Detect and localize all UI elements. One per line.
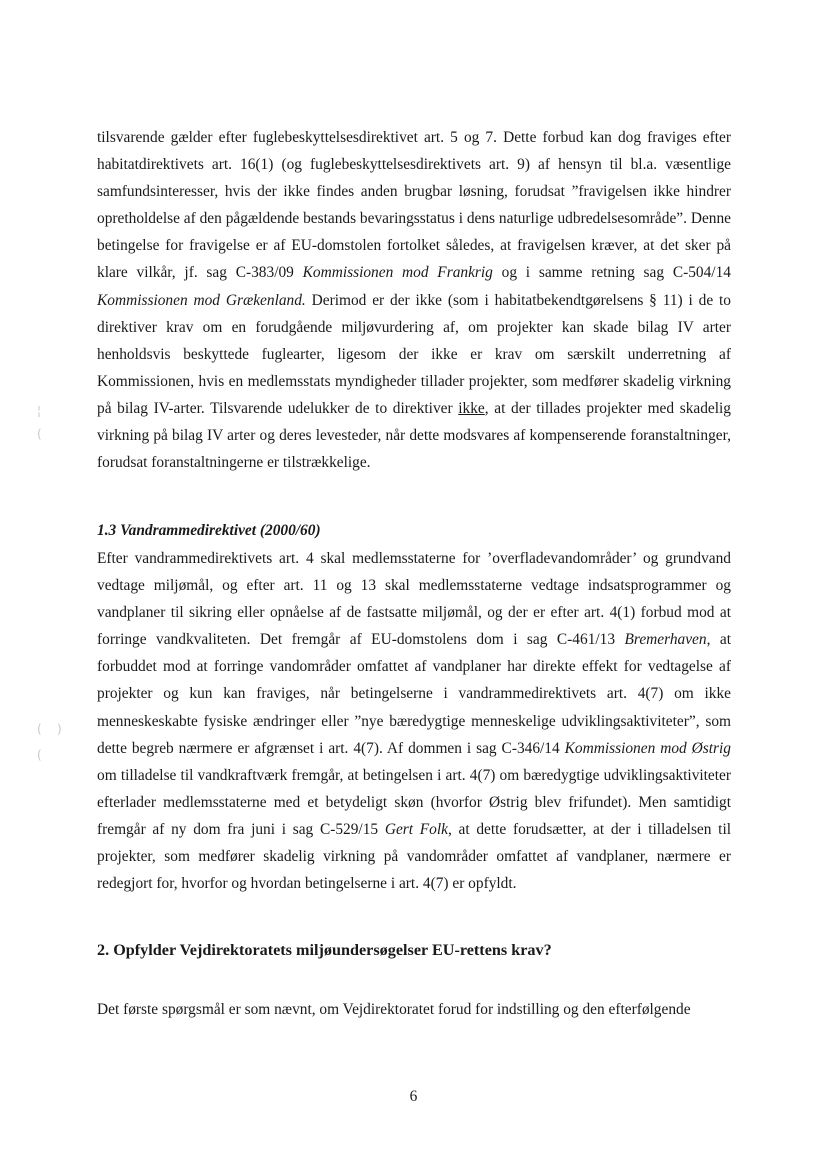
text-run: Efter vandrammedirektivets art. 4 skal medlemsstaterne for ’overfladevandområder’ og grundvand vedtage miljømål, og efter art. 11 og 13 skal medlemsstaterne vedtage indsatsprogrammer og vandplaner til sikring eller opnåelse af de fastsatte miljømål, og der er efter art. 4(1) forbud mod at forringe vandkvaliteten. Det fremgår af EU-domstolens dom i sag C-461/13: [97, 550, 731, 649]
scan-mark: ¦: [37, 404, 42, 418]
section-heading-1-3: 1.3 Vandrammedirektivet (2000/60): [97, 522, 321, 539]
text-run: om tilladelse til vandkraftværk fremgår, at betingelsen i art. 4(7) om bæredygtige udviklingsaktiviteter efterlader medlemsstaterne med et betydeligt skøn (hvorfor Østrig blev frifundet). Men samtidigt fremgår af ny dom fra juni i sag C-529/15: [97, 766, 731, 838]
paragraph-text: Det første spørgsmål er som nævnt, om Vejdirektoratet forud for indstilling og den efterfølgende: [97, 1001, 691, 1018]
scan-mark: ): [57, 722, 62, 736]
scan-mark: (: [37, 722, 42, 736]
section-heading-2: 2. Opfylder Vejdirektoratets miljøundersøgelser EU-rettens krav?: [97, 941, 552, 959]
scan-mark: (: [37, 427, 42, 441]
case-name: Kommissionen mod Frankrig: [302, 264, 493, 282]
emphasis-underlined: ikke: [458, 399, 485, 417]
scan-mark: (: [37, 748, 42, 762]
paragraph-text: [97, 545, 731, 897]
text-run: tilsvarende gælder efter fuglebeskyttelsesdirektivet art. 5 og 7. Dette forbud kan dog fraviges efter habitatdirektivets art. 16(1) (og fuglebeskyttelsesdirektivets art. 9) af hensyn til bl.a. væsentlige samfundsinteresser, hvis der ikke findes anden brugbar løsning, forudsat ”fravigelsen ikke hindrer opretholdelse af den pågældende bestands bevaringsstatus i dens naturlige udbredelsesområde”. Denne betingelse for fravigelse er af EU-domstolen fortolket således, at fravigelsen kræver, at det sker på klare vilkår, jf. sag C-383/09: [97, 129, 731, 282]
text-run: , at dette forudsætter, at der i tilladelsen til projekter, som medfører skadelig virkning på vandområder omfattet af vandplaner, nærmere er redegjort for, hvorfor og hvordan betingelserne i art. 4(7) er opfyldt.: [97, 820, 732, 893]
text-run: , at der tillades projekter med skadelig virkning på bilag IV arter og deres levesteder, når dette modsvares af kompenserende foranstaltninger, forudsat foranstaltningerne er tilstrækkelige.: [97, 399, 732, 472]
case-name: Kommissionen mod Østrig: [564, 739, 731, 757]
paragraph-text: [97, 124, 731, 476]
case-name: Gert Folk: [384, 820, 448, 838]
text-run: og i samme retning sag C-504/14: [492, 264, 731, 282]
text-run: Derimod er der ikke (som i habitatbekendtgørelsens § 11) i de to direktiver krav om en forudgående miljøvurdering af, om projekter kan skade bilag IV arter henholdsvis beskyttede fuglearter, ligesom der ikke er krav om særskilt underretning af Kommissionen, hvis en medlemsstats myndigheder tillader projekter, som medfører skadelig virkning på bilag IV-arter. Tilsvarende udelukker de to direktiver: [97, 291, 731, 417]
case-name: Kommissionen mod Grækenland.: [97, 291, 306, 309]
page-number: 6: [409, 1088, 418, 1105]
paragraph-first-question: [97, 996, 731, 1023]
text-run: , at forbuddet mod at forringe vandområder omfattet af vandplaner har direkte effekt for vedtagelse af projekter og kun kan fraviges, når betingelserne i vandrammedirektivets art. 4(7) om ikke menneskeskabte fysiske ændringer eller ”nye bæredygtige menneskelige udviklingsaktiviteter”, som dette begreb nærmere er afgrænset i art. 4(7). Af dommen i sag C-346/14: [97, 631, 731, 757]
paragraph-habitat-derogation: [97, 124, 731, 476]
case-name: Bremerhaven: [624, 631, 707, 649]
paragraph-water-framework: [97, 545, 731, 897]
